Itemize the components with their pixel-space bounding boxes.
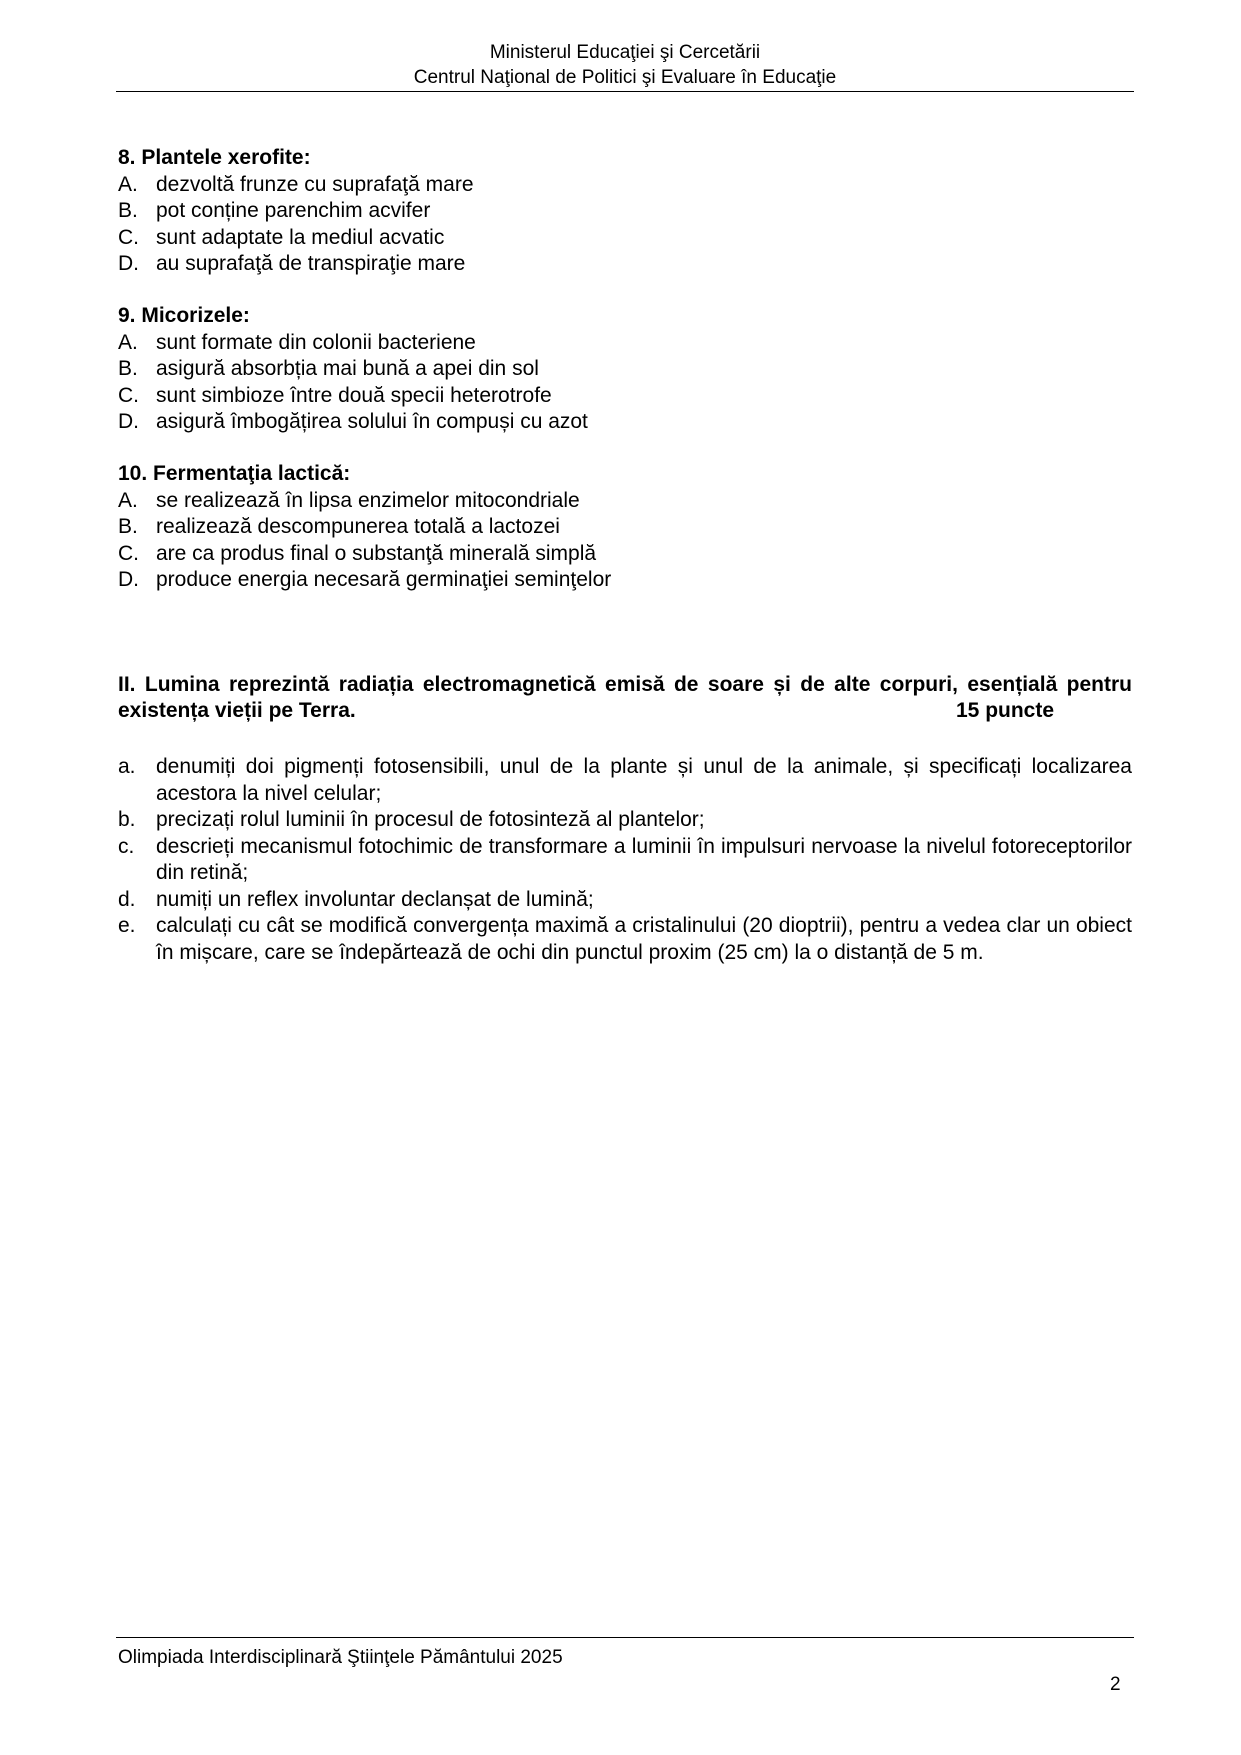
option-letter: A. xyxy=(118,330,138,354)
task-b xyxy=(118,807,1132,834)
option-letter: D. xyxy=(118,252,139,275)
header-ministry: Ministerul Educaţiei şi Cercetării xyxy=(489,42,761,63)
option-letter: B. xyxy=(118,515,138,538)
option-c xyxy=(118,383,1138,410)
option-a xyxy=(118,330,1138,357)
option-a xyxy=(118,488,1138,515)
task-text: calculați cu cât se modifică convergența maximă a cristalinului (20 dioptrii), pentru a vedea clar un obiect în mișcare, care se îndepărtează de ochi din punctul proxim (25 cm) la o distanță de 5 m. xyxy=(156,914,1132,964)
task-letter: c. xyxy=(118,834,135,858)
footer-divider xyxy=(116,1637,1134,1638)
option-letter: A. xyxy=(118,488,138,512)
option-text: se realizează în lipsa enzimelor mitocondriale xyxy=(156,488,580,512)
header-divider xyxy=(116,91,1134,92)
section-2-points: 15 puncte xyxy=(956,699,1055,722)
question-title: 10. Fermentaţia lactică: xyxy=(118,462,351,485)
option-c xyxy=(118,541,1138,568)
section-2-tasks xyxy=(118,754,1132,966)
question-10 xyxy=(118,461,1138,594)
task-d xyxy=(118,887,1132,914)
task-letter: b. xyxy=(118,808,136,831)
footer-title: Olimpiada Interdisciplinară Ştiinţele Pământului 2025 xyxy=(118,1647,563,1668)
section-2-heading: II. Lumina reprezintă radiația electromagnetică emisă de soare și de alte corpuri, esențială pentru existența vieții pe Terra. xyxy=(118,673,1132,722)
option-d xyxy=(118,567,1138,594)
task-text: numiți un reflex involuntar declanșat de lumină; xyxy=(156,887,594,911)
option-b xyxy=(118,514,1138,541)
option-letter: D. xyxy=(118,410,139,433)
task-letter: e. xyxy=(118,914,136,937)
option-text: sunt formate din colonii bacteriene xyxy=(156,330,476,354)
option-a xyxy=(118,172,1138,199)
page-header xyxy=(116,40,1134,90)
option-text: dezvoltă frunze cu suprafaţă mare xyxy=(156,172,474,196)
task-letter: d. xyxy=(118,887,136,911)
option-letter: B. xyxy=(118,357,138,380)
option-c xyxy=(118,225,1138,252)
task-a xyxy=(118,754,1132,807)
option-text: asigură absorbția mai bună a apei din sol xyxy=(156,357,539,380)
question-9 xyxy=(118,303,1138,436)
option-text: sunt adaptate la mediul acvatic xyxy=(156,225,445,249)
option-b xyxy=(118,198,1138,225)
option-text: au suprafaţă de transpiraţie mare xyxy=(156,252,466,275)
option-letter: A. xyxy=(118,172,138,196)
task-letter: a. xyxy=(118,755,136,778)
option-d xyxy=(118,409,1138,436)
option-d xyxy=(118,251,1138,278)
question-title: 9. Micorizele: xyxy=(118,304,250,327)
option-text: sunt simbioze între două specii heterotrofe xyxy=(156,383,552,407)
option-text: produce energia necesară germinaţiei seminţelor xyxy=(156,568,612,591)
page-number: 2 xyxy=(1110,1674,1121,1695)
option-letter: B. xyxy=(118,199,138,222)
option-text: asigură îmbogățirea solului în compuși cu azot xyxy=(156,410,588,433)
option-letter: C. xyxy=(118,225,139,249)
task-c xyxy=(118,834,1132,887)
option-b xyxy=(118,356,1138,383)
option-text: pot conține parenchim acvifer xyxy=(156,199,431,222)
option-letter: C. xyxy=(118,541,139,565)
task-text: precizați rolul luminii în procesul de fotosinteză al plantelor; xyxy=(156,808,705,831)
option-text: realizează descompunerea totală a lactozei xyxy=(156,515,560,538)
header-center: Centrul Naţional de Politici şi Evaluare în Educaţie xyxy=(413,67,837,88)
question-title: 8. Plantele xerofite: xyxy=(118,146,311,169)
task-text: descrieți mecanismul fotochimic de transformare a luminii în impulsuri nervoase la nivelul fotoreceptorilor din retină; xyxy=(156,834,1132,884)
option-text: are ca produs final o substanţă minerală simplă xyxy=(156,541,597,565)
option-letter: C. xyxy=(118,383,139,407)
task-text: denumiți doi pigmenți fotosensibili, unul de la plante și unul de la animale, și specificați localizarea acestora la nivel celular; xyxy=(156,755,1132,805)
option-letter: D. xyxy=(118,568,139,591)
question-8 xyxy=(118,145,1138,278)
task-e xyxy=(118,913,1132,966)
